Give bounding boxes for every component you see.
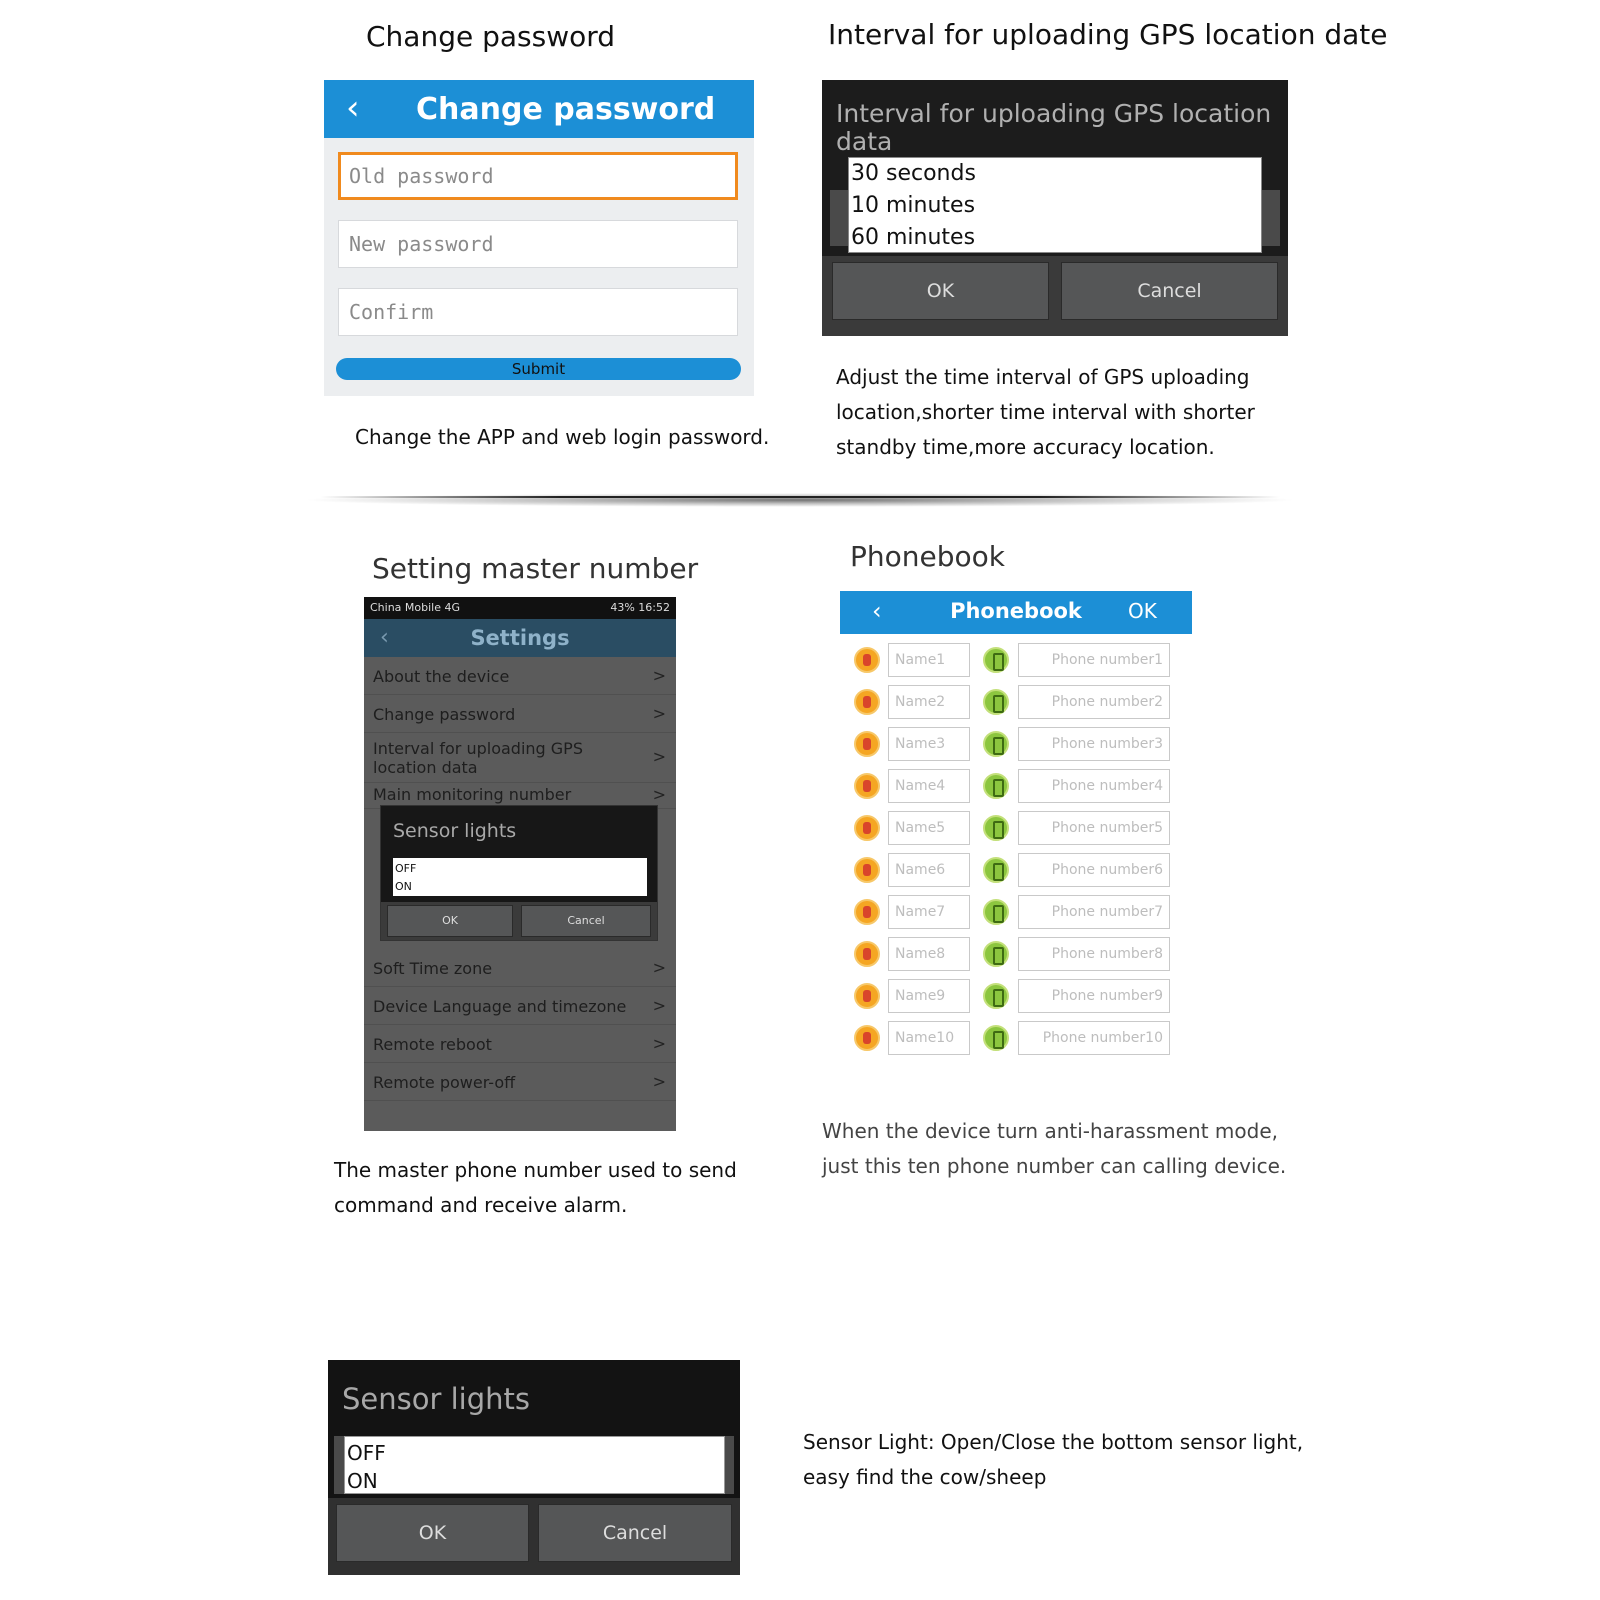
contact-number-input[interactable]: Phone number8 xyxy=(1018,937,1170,971)
contact-number-input[interactable]: Phone number1 xyxy=(1018,643,1170,677)
phonebook-description: When the device turn anti-harassment mode, just this ten phone number can calling device. xyxy=(822,1119,1287,1178)
gps-option-10-minutes[interactable]: 10 minutes xyxy=(851,193,976,218)
contact-name-input[interactable]: Name10 xyxy=(888,1021,970,1055)
settings-item-change-password[interactable] xyxy=(364,695,676,733)
settings-item-label: About the device xyxy=(373,667,510,686)
settings-item-label: Soft Time zone xyxy=(373,959,493,978)
person-icon xyxy=(854,647,880,673)
person-icon xyxy=(854,1025,880,1051)
settings-item-about[interactable] xyxy=(364,657,676,695)
contact-name-input[interactable]: Name8 xyxy=(888,937,970,971)
contact-name-input[interactable]: Name2 xyxy=(888,685,970,719)
dialog-shadow-left xyxy=(830,190,850,246)
carrier-label: China Mobile 4G xyxy=(370,601,461,614)
submit-button[interactable]: Submit xyxy=(336,358,741,380)
sensor-lights-dialog xyxy=(328,1360,740,1575)
chevron-right-icon: > xyxy=(652,1072,666,1091)
sensor-lights-mini-dialog xyxy=(380,805,658,941)
phone-icon xyxy=(983,941,1009,967)
master-number-heading: Setting master number xyxy=(372,552,699,585)
sensor-lights-mini-title: Sensor lights xyxy=(393,820,517,842)
settings-item-label: Remote power-off xyxy=(373,1073,516,1092)
contact-name-input[interactable]: Name9 xyxy=(888,979,970,1013)
phone-icon xyxy=(983,689,1009,715)
settings-item-label: Interval for uploading GPS location data xyxy=(373,739,583,777)
phone-icon xyxy=(983,647,1009,673)
sensor-lights-description: Sensor Light: Open/Close the bottom sensor light, easy find the cow/sheep xyxy=(803,1430,1304,1489)
confirm-password-input[interactable]: Confirm xyxy=(338,288,738,336)
phonebook-row xyxy=(840,727,1192,761)
back-arrow-icon[interactable]: ‹ xyxy=(872,597,882,625)
change-password-header xyxy=(324,80,754,138)
battery-time-label: 43% 16:52 xyxy=(610,601,670,614)
status-bar xyxy=(364,597,676,619)
phone-icon xyxy=(983,857,1009,883)
chevron-right-icon: > xyxy=(652,996,666,1015)
phonebook-row xyxy=(840,811,1192,845)
contact-number-input[interactable]: Phone number7 xyxy=(1018,895,1170,929)
gps-interval-heading: Interval for uploading GPS location date xyxy=(828,18,1388,51)
settings-item-remote-power-off[interactable] xyxy=(364,1063,676,1101)
contact-name-input[interactable]: Name7 xyxy=(888,895,970,929)
settings-item-remote-reboot[interactable] xyxy=(364,1025,676,1063)
settings-item-label: Remote reboot xyxy=(373,1035,492,1054)
contact-number-input[interactable]: Phone number10 xyxy=(1018,1021,1170,1055)
back-arrow-icon[interactable]: ‹ xyxy=(346,88,360,128)
sensor-mini-option-off[interactable]: OFF xyxy=(395,862,417,875)
phone-icon xyxy=(983,773,1009,799)
gps-dialog-title: Interval for uploading GPS location data xyxy=(836,99,1272,156)
settings-screen xyxy=(364,597,676,1131)
phonebook-screen xyxy=(840,591,1192,1061)
change-password-screen xyxy=(324,80,754,396)
phonebook-row xyxy=(840,769,1192,803)
sensor-lights-mini-options xyxy=(393,858,647,896)
sensor-lights-options xyxy=(344,1436,725,1494)
gps-ok-button[interactable]: OK xyxy=(832,262,1049,320)
section-divider xyxy=(320,496,1280,498)
master-number-description: The master phone number used to send command and receive alarm. xyxy=(334,1158,737,1217)
contact-name-input[interactable]: Name5 xyxy=(888,811,970,845)
new-password-input[interactable]: New password xyxy=(338,220,738,268)
person-icon xyxy=(854,689,880,715)
gps-option-60-minutes[interactable]: 60 minutes xyxy=(851,225,976,250)
contact-name-input[interactable]: Name1 xyxy=(888,643,970,677)
gps-cancel-button[interactable]: Cancel xyxy=(1061,262,1278,320)
sensor-lights-button-bar xyxy=(328,1498,740,1575)
gps-interval-options xyxy=(848,157,1262,253)
sensor-mini-option-on[interactable]: ON xyxy=(395,880,412,893)
gps-dialog-button-bar xyxy=(822,256,1288,336)
gps-interval-dialog xyxy=(822,80,1288,336)
person-icon xyxy=(854,983,880,1009)
phonebook-row xyxy=(840,979,1192,1013)
settings-item-label: Device Language and timezone xyxy=(373,997,627,1016)
gps-interval-description: Adjust the time interval of GPS uploading location,shorter time interval with shorter standby time,more accuracy location. xyxy=(836,365,1255,459)
sensor-option-on[interactable]: ON xyxy=(347,1469,378,1493)
phonebook-heading: Phonebook xyxy=(850,540,1005,573)
phonebook-row xyxy=(840,1021,1192,1055)
person-icon xyxy=(854,815,880,841)
dialog-shadow-left xyxy=(334,1436,344,1494)
contact-number-input[interactable]: Phone number4 xyxy=(1018,769,1170,803)
contact-name-input[interactable]: Name3 xyxy=(888,727,970,761)
sensor-lights-title: Sensor lights xyxy=(342,1382,531,1416)
phone-icon xyxy=(983,731,1009,757)
contact-number-input[interactable]: Phone number9 xyxy=(1018,979,1170,1013)
settings-item-soft-time-zone[interactable] xyxy=(364,949,676,987)
phonebook-row xyxy=(840,643,1192,677)
sensor-cancel-button[interactable]: Cancel xyxy=(538,1504,732,1562)
phonebook-row xyxy=(840,895,1192,929)
settings-item-label: Change password xyxy=(373,705,516,724)
person-icon xyxy=(854,773,880,799)
dialog-shadow-right xyxy=(724,1436,734,1494)
contact-name-input[interactable]: Name4 xyxy=(888,769,970,803)
phonebook-row xyxy=(840,937,1192,971)
chevron-right-icon: > xyxy=(652,1034,666,1053)
settings-item-language-timezone[interactable] xyxy=(364,987,676,1025)
settings-title: Settings xyxy=(470,626,570,650)
sensor-mini-ok-button[interactable]: OK xyxy=(387,905,513,937)
chevron-right-icon: > xyxy=(652,785,666,804)
settings-item-label: Main monitoring number xyxy=(373,785,572,804)
phonebook-ok-button[interactable]: OK xyxy=(1128,599,1157,623)
phonebook-title: Phonebook xyxy=(950,599,1082,623)
sensor-option-off[interactable]: OFF xyxy=(347,1441,386,1465)
contact-name-input[interactable]: Name6 xyxy=(888,853,970,887)
sensor-mini-cancel-button[interactable]: Cancel xyxy=(521,905,651,937)
contact-number-input[interactable]: Phone number5 xyxy=(1018,811,1170,845)
change-password-heading: Change password xyxy=(366,20,616,53)
settings-header xyxy=(364,619,676,657)
contact-number-input[interactable]: Phone number2 xyxy=(1018,685,1170,719)
back-arrow-icon[interactable]: ‹ xyxy=(380,625,389,650)
settings-item-gps-interval[interactable] xyxy=(364,733,676,783)
phone-icon xyxy=(983,815,1009,841)
person-icon xyxy=(854,857,880,883)
phone-icon xyxy=(983,899,1009,925)
contact-number-input[interactable]: Phone number6 xyxy=(1018,853,1170,887)
person-icon xyxy=(854,941,880,967)
chevron-right-icon: > xyxy=(652,666,666,685)
old-password-input[interactable]: Old password xyxy=(338,152,738,200)
phonebook-row xyxy=(840,853,1192,887)
contact-number-input[interactable]: Phone number3 xyxy=(1018,727,1170,761)
dialog-shadow-right xyxy=(1260,190,1280,246)
phone-icon xyxy=(983,983,1009,1009)
change-password-title: Change password xyxy=(416,92,716,127)
phonebook-row xyxy=(840,685,1192,719)
chevron-right-icon: > xyxy=(652,747,666,766)
phonebook-header xyxy=(840,591,1192,634)
person-icon xyxy=(854,899,880,925)
person-icon xyxy=(854,731,880,757)
sensor-mini-button-bar xyxy=(381,902,657,940)
sensor-ok-button[interactable]: OK xyxy=(336,1504,529,1562)
chevron-right-icon: > xyxy=(652,704,666,723)
change-password-description: Change the APP and web login password. xyxy=(355,425,770,449)
phone-icon xyxy=(983,1025,1009,1051)
gps-option-30-seconds[interactable]: 30 seconds xyxy=(851,161,976,186)
chevron-right-icon: > xyxy=(652,958,666,977)
